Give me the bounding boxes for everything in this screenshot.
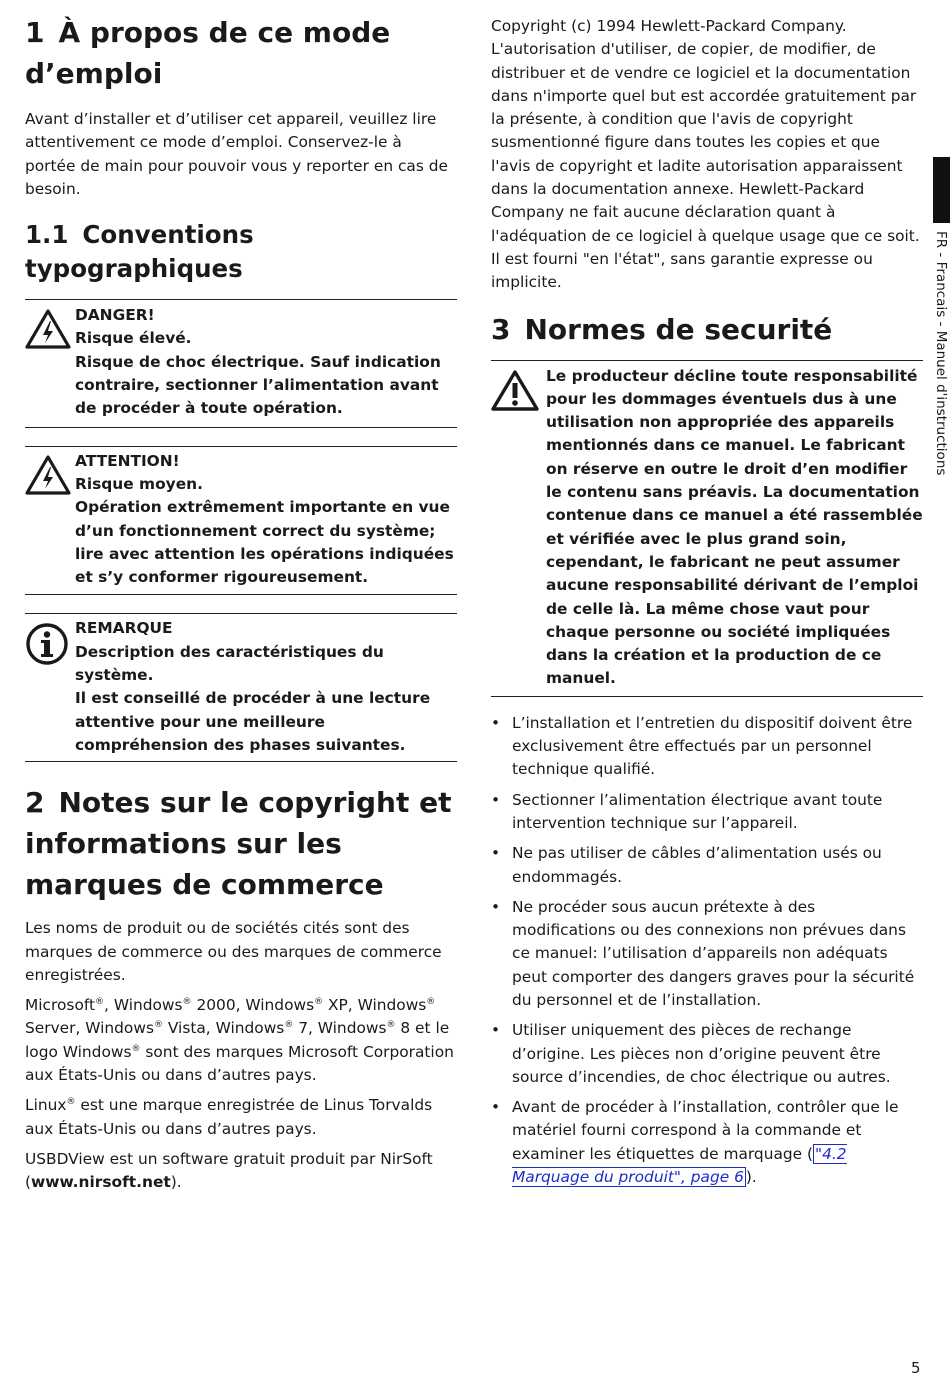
danger-description: Risque de choc électrique. Sauf indication contraire, sectionner l’alimentation avant de procéder à toute opération. [75,352,441,418]
remarque-text [75,617,457,757]
remarque-title: REMARQUE [75,619,173,638]
attention-box [25,446,457,596]
section-1-heading [25,12,457,94]
list-item: • Utiliser uniquement des pièces de rechange d’origine. Les pièces non d’origine peuvent être source d’incendies, de choc électrique ou autres. [491,1019,923,1089]
microsoft-paragraph: Microsoft®, Windows® 2000, Windows® XP, Windows® Server, Windows® Vista, Windows® 7, Windows® 8 et le logo Windows® sont des marques Microsoft Corporation aux États-Unis ou dans d’autres pays. [25,996,454,1085]
nirsoft-link[interactable]: www.nirsoft.net [31,1173,171,1192]
left-column [25,0,457,1195]
remarque-box [25,613,457,762]
warning-icon [491,365,546,691]
usbdview-paragraph: USBDView est un software gratuit produit par NirSoft (www.nirsoft.net). [25,1149,433,1192]
section-1-1-title: Conventions typographiques [25,220,254,284]
section-2-number: 2 [25,786,45,820]
attention-level: Risque moyen. [75,474,203,493]
list-item: • L’installation et l’entretien du dispositif doivent être exclusivement être effectués par un personnel technique qualifié. [491,712,923,782]
safety-warning-box [491,360,923,697]
info-icon [25,617,75,757]
section-3-title: Normes de securité [524,312,833,346]
danger-level: Risque élevé. [75,329,192,348]
section-1-1-heading [25,218,457,286]
hp-copyright-paragraph: Copyright (c) 1994 Hewlett-Packard Company. L'autorisation d'utiliser, de copier, de modifier, de distribuer et de vendre ce logiciel et la documentation dans n'importe quel but est accordée gratuitement par la présente, à condition que l'avis de copyright susmentionné figure dans toutes les copies et que l'avis de copyright et ladite autorisation apparaissent dans la documentation annexe. Hewlett-Packard Company ne fait aucune déclaration quant à l'adéquation de ce logiciel à quelque usage que ce soit. Il est fourni "en l'état", sans garantie expresse ou implicite. [491,17,920,292]
list-item: • Avant de procéder à l’installation, contrôler que le matériel fourni correspond à la commande et examiner les étiquettes de marquage ( "4.2 Marquage du produit", page 6 ). [491,1096,923,1189]
danger-title: DANGER! [75,306,155,325]
section-1-intro: Avant d’installer et d’utiliser cet appareil, veuillez lire attentivement ce mode d’emploi. Conservez-le à portée de main pour pouvoir vous y reporter en cas de besoin. [25,110,449,198]
list-item: • Sectionner l’alimentation électrique avant toute intervention technique sur l’appareil. [491,789,923,836]
page-number: 5 [911,1359,921,1377]
sidebar-tab-marker [933,157,950,223]
danger-box [25,299,457,427]
danger-icon [25,304,75,420]
list-item: • Ne pas utiliser de câbles d’alimentation usés ou endommagés. [491,842,923,889]
section-1-title: À propos de ce mode d’emploi [25,16,391,90]
attention-text [75,450,457,590]
section-1-number: 1 [25,16,45,49]
remarque-level: Description des caractéristiques du système. [75,642,384,685]
sidebar-language-label: FR - Francais - Manuel d'instructions [933,231,949,476]
attention-description: Opération extrêmement importante en vue d’un fonctionnement correct du système; lire avec attention les opérations indiquées et s’y conformer rigoureusement. [75,498,454,587]
section-3-number: 3 [491,312,511,346]
trademark-paragraph: Les noms de produit ou de sociétés cités sont des marques de commerce ou des marques de commerce enregistrées. [25,919,442,984]
list-item: • Ne procéder sous aucun prétexte à des modifications ou des connexions non prévues dans ce manuel: l’utilisation d’appareils non adéquats peut comporter des dangers graves pour la sécurité du personnel et de l’installation. [491,896,923,1012]
linux-paragraph: Linux® est une marque enregistrée de Linus Torvalds aux États-Unis ou dans d’autres pays. [25,1096,433,1138]
right-column [491,0,923,1196]
danger-text [75,304,457,420]
attention-icon [25,450,75,590]
section-2-heading [25,782,457,905]
safety-warning-text: Le producteur décline toute responsabilité pour les dommages éventuels dus à une utilisation non appropriée des appareils mentionnés dans ce manuel. Le fabricant on réserve en outre le droit d’en modifier le contenu sans préavis. La documentation contenue dans ce manuel a été rassemblée et vérifiée avec le plus grand soin, cependant, le fabricant ne peut assumer aucune responsabilité dérivant de l’emploi de celle là. La même chose vaut pour chaque personne ou société impliquées dans la création et la production de ce manuel. [546,366,923,688]
remarque-description: Il est conseillé de procéder à une lecture attentive pour une meilleure compréhension des phases suivantes. [75,689,431,754]
safety-bullet-list [491,712,923,1190]
product-marking-link[interactable]: "4.2 Marquage du produit", page 6 [512,1144,847,1187]
section-3-heading [491,309,923,350]
section-2-title: Notes sur le copyright et informations sur les marques de commerce [25,786,452,902]
section-1-1-number: 1.1 [25,220,69,250]
attention-title: ATTENTION! [75,451,180,470]
